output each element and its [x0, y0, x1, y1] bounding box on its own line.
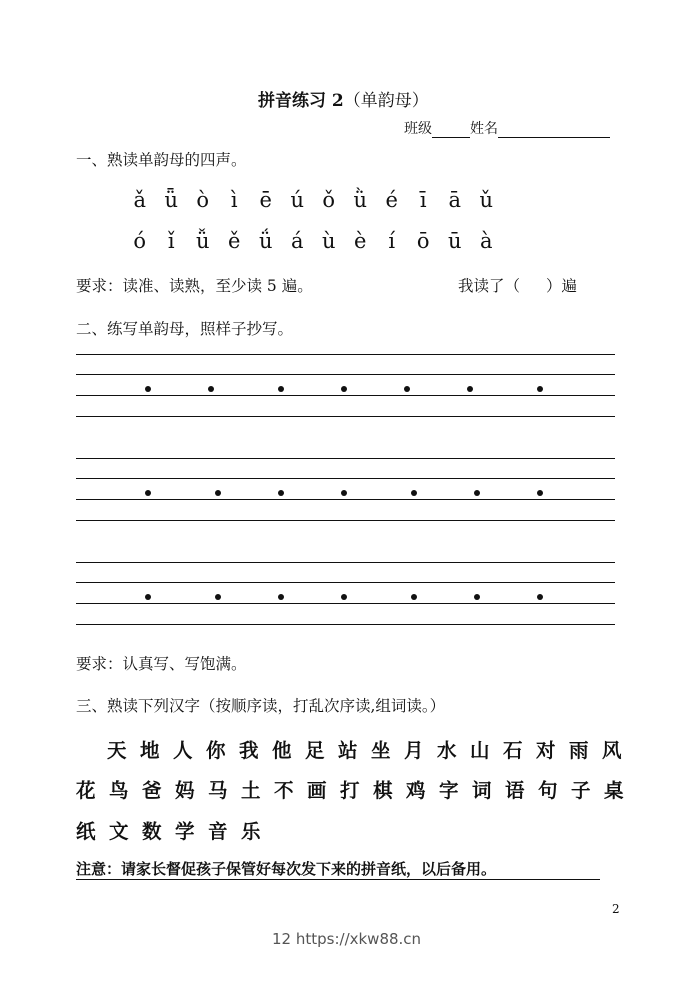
pinyin-vowel: ǒ	[322, 188, 336, 212]
pinyin-row-2	[124, 229, 502, 253]
hanzi-char: 乐	[241, 820, 261, 843]
hanzi-char: 地	[140, 739, 160, 762]
hanzi-char: 桌	[604, 779, 624, 802]
footer-watermark: 12 https://xkw88.cn	[272, 930, 422, 948]
dot-marker	[537, 386, 543, 392]
guide-line	[76, 624, 615, 625]
dot-marker	[145, 594, 151, 600]
guide-line	[76, 499, 615, 500]
hanzi-char: 石	[503, 739, 523, 762]
pinyin-vowel: ó	[133, 229, 147, 253]
guide-line	[76, 395, 615, 396]
hanzi-char: 不	[274, 779, 294, 802]
dot-marker	[537, 594, 543, 600]
hanzi-char: 纸	[76, 820, 96, 843]
pinyin-row-1	[124, 188, 502, 212]
class-blank[interactable]	[432, 123, 470, 138]
section1-requirement: 要求：读准、读熟，至少读 5 遍。	[76, 277, 313, 295]
dot-marker	[341, 490, 347, 496]
hanzi-char: 妈	[175, 779, 195, 802]
hanzi-char: 棋	[373, 779, 393, 802]
read-count-prefix: 我读了（	[458, 277, 521, 295]
hanzi-char: 学	[175, 820, 195, 843]
pinyin-vowel: ǘ	[258, 229, 273, 253]
dot-marker	[411, 594, 417, 600]
dot-marker	[474, 594, 480, 600]
hanzi-char: 鸡	[406, 779, 426, 802]
hanzi-char: 坐	[371, 739, 391, 762]
section2-heading: 二、练写单韵母，照样子抄写。	[76, 320, 294, 338]
dot-marker	[278, 386, 284, 392]
guide-line	[76, 374, 615, 375]
read-count-suffix: ）遍	[546, 277, 578, 295]
pinyin-vowel: ú	[290, 188, 305, 212]
pinyin-vowel: ē	[259, 188, 272, 212]
dot-marker	[278, 594, 284, 600]
section3-heading: 三、熟读下列汉字（按顺序读，打乱次序读,组词读。）	[76, 697, 446, 715]
hanzi-char: 人	[173, 739, 193, 762]
dot-marker	[411, 490, 417, 496]
hanzi-char: 数	[142, 820, 162, 843]
hanzi-char: 雨	[569, 739, 589, 762]
dot-marker	[215, 594, 221, 600]
guide-line	[76, 478, 615, 479]
hanzi-char: 你	[206, 739, 226, 762]
dot-marker	[341, 594, 347, 600]
guide-line	[76, 458, 615, 459]
title-subtitle: （单韵母）	[343, 91, 429, 111]
guide-line	[76, 603, 615, 604]
pinyin-vowel: á	[290, 229, 304, 253]
read-count	[458, 274, 577, 296]
name-blank[interactable]	[498, 123, 610, 138]
dot-marker	[467, 386, 473, 392]
dot-marker	[474, 490, 480, 496]
hanzi-char: 土	[241, 779, 261, 802]
hanzi-char: 站	[338, 739, 358, 762]
pinyin-vowel: ǖ	[164, 188, 179, 212]
hanzi-row-1	[107, 735, 635, 763]
hanzi-char: 句	[538, 779, 558, 802]
pinyin-vowel: ǔ	[479, 188, 494, 212]
hanzi-char: 天	[107, 739, 127, 762]
hanzi-char: 词	[472, 779, 492, 802]
pinyin-vowel: í	[388, 229, 396, 253]
guide-line	[76, 354, 615, 355]
hanzi-char: 音	[208, 820, 228, 843]
hanzi-char: 月	[404, 739, 424, 762]
hanzi-row-3	[76, 816, 274, 844]
pinyin-vowel: ī	[419, 188, 427, 212]
page-number: 2	[612, 902, 620, 916]
dot-marker	[145, 386, 151, 392]
section1-heading: 一、熟读单韵母的四声。	[76, 151, 247, 169]
guide-line	[76, 582, 615, 583]
dot-marker	[537, 490, 543, 496]
hanzi-row-2	[76, 775, 637, 803]
pinyin-vowel: ū	[447, 229, 462, 253]
title-main: 拼音练习 2	[258, 91, 344, 111]
hanzi-char: 马	[208, 779, 228, 802]
page-title	[258, 86, 429, 111]
pinyin-vowel: ǐ	[167, 229, 175, 253]
pinyin-vowel: ě	[228, 229, 241, 253]
guide-line	[76, 416, 615, 417]
dot-marker	[404, 386, 410, 392]
hanzi-char: 花	[76, 779, 96, 802]
hanzi-char: 画	[307, 779, 327, 802]
hanzi-char: 子	[571, 779, 591, 802]
dot-marker	[215, 490, 221, 496]
pinyin-vowel: ù	[321, 229, 336, 253]
guide-line	[76, 520, 615, 521]
hanzi-char: 山	[470, 739, 490, 762]
hanzi-char: 字	[439, 779, 459, 802]
section2-requirement: 要求：认真写、写饱满。	[76, 655, 247, 673]
hanzi-char: 语	[505, 779, 525, 802]
pinyin-vowel: ì	[230, 188, 238, 212]
guide-line	[76, 562, 615, 563]
class-label: 班级	[404, 121, 432, 137]
hanzi-char: 文	[109, 820, 129, 843]
hanzi-char: 风	[602, 739, 622, 762]
pinyin-vowel: ò	[196, 188, 210, 212]
class-name-fields	[404, 118, 610, 138]
pinyin-vowel: ǚ	[195, 229, 210, 253]
pinyin-vowel: ō	[416, 229, 430, 253]
hanzi-char: 他	[272, 739, 292, 762]
hanzi-char: 我	[239, 739, 259, 762]
hanzi-char: 水	[437, 739, 457, 762]
dot-marker	[278, 490, 284, 496]
dot-marker	[145, 490, 151, 496]
hanzi-char: 足	[305, 739, 325, 762]
dot-marker	[208, 386, 214, 392]
pinyin-vowel: ā	[448, 188, 462, 212]
pinyin-vowel: è	[354, 229, 367, 253]
pinyin-vowel: ǎ	[133, 188, 147, 212]
hanzi-char: 爸	[142, 779, 162, 802]
hanzi-char: 打	[340, 779, 360, 802]
pinyin-vowel: é	[385, 188, 398, 212]
dot-marker	[341, 386, 347, 392]
hanzi-char: 对	[536, 739, 556, 762]
parent-note: 注意：请家长督促孩子保管好每次发下来的拼音纸，以后备用。	[76, 858, 600, 880]
pinyin-vowel: à	[479, 229, 493, 253]
name-label: 姓名	[470, 121, 498, 137]
hanzi-char: 鸟	[109, 779, 129, 802]
pinyin-vowel: ǜ	[353, 188, 368, 212]
